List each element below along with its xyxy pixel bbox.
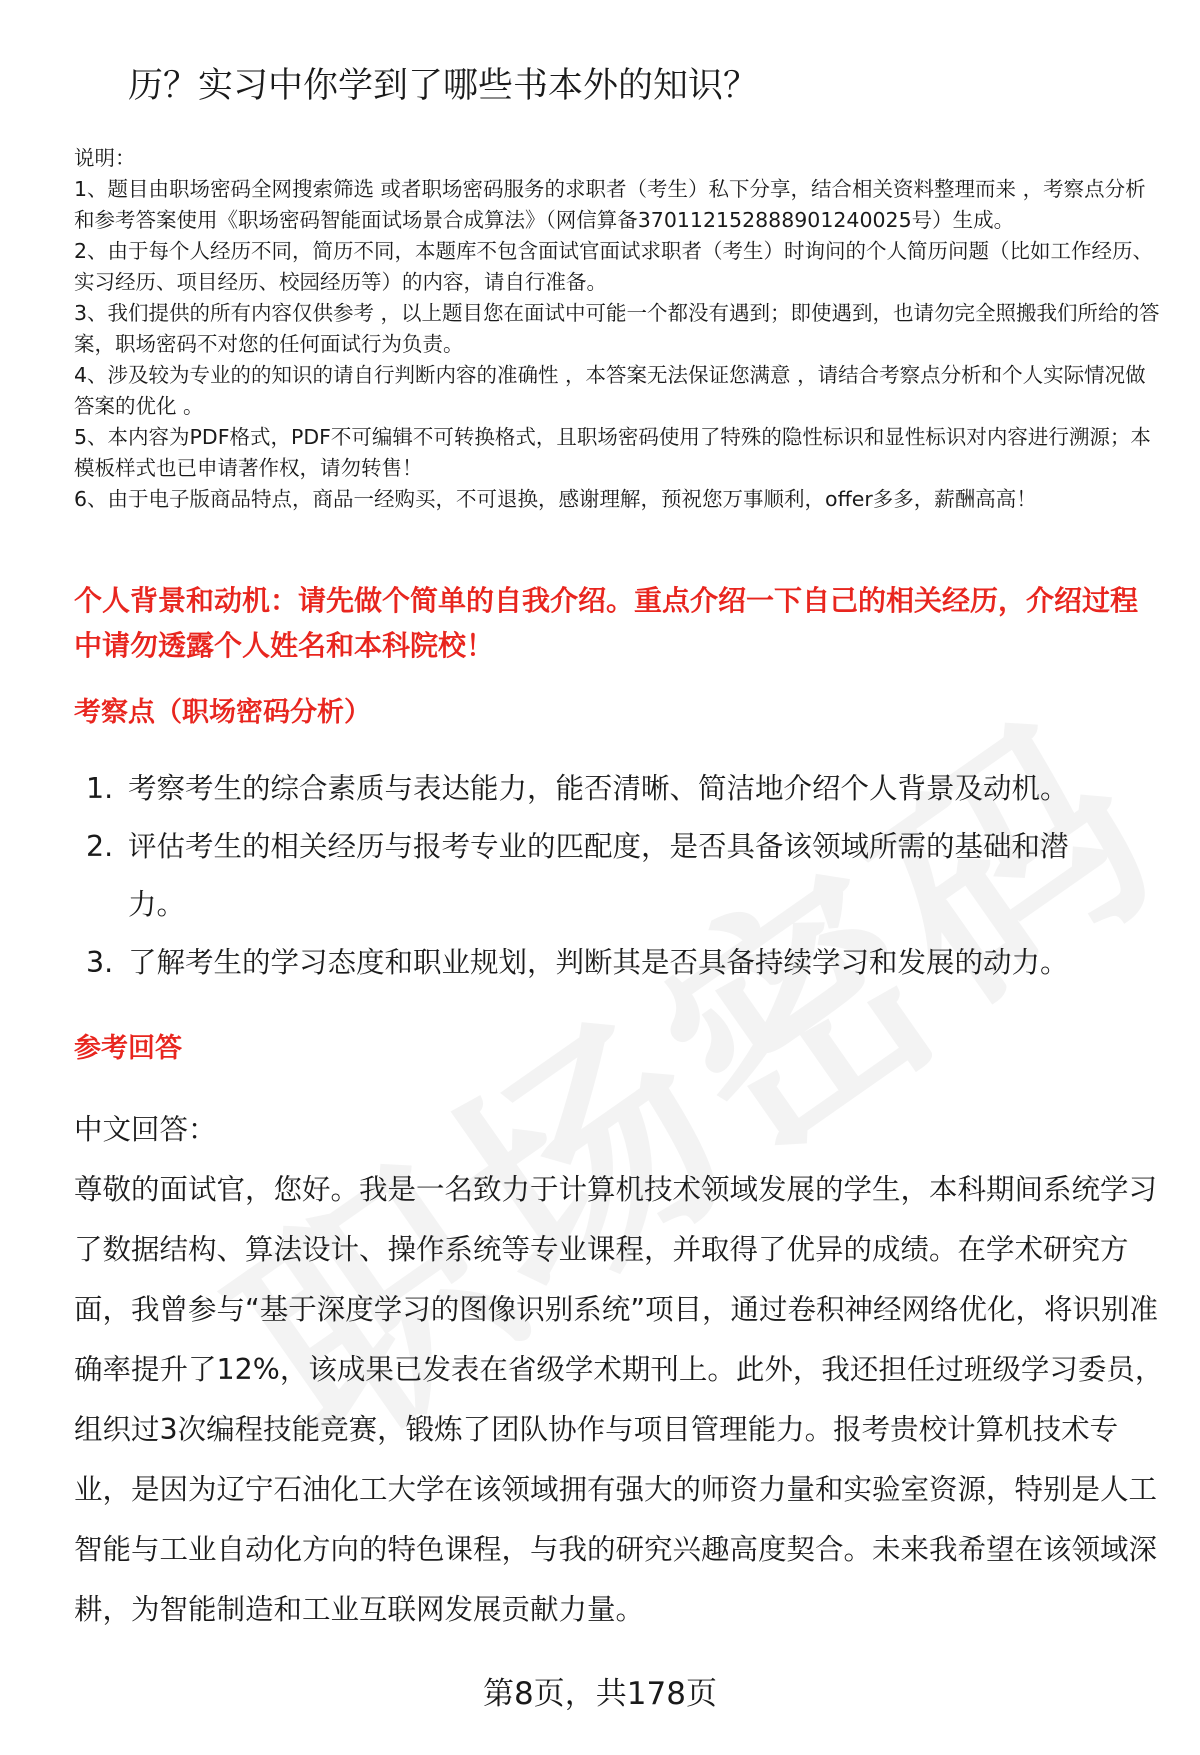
- list-item: [74, 818, 1124, 934]
- list-item-text: 考察考生的综合素质与表达能力，能否清晰、简洁地介绍个人背景及动机。: [128, 772, 1069, 805]
- notes-item: 3、我们提供的所有内容仅供参考 ，以上题目您在面试中可能一个都没有遇到；即使遇到，也请勿完全照搬我们所给的答案，职场密码不对您的任何面试行为负责。: [74, 301, 1160, 356]
- notes-section: [74, 143, 1164, 515]
- list-item: [74, 760, 1124, 818]
- question-title-continuation: 历？实习中你学到了哪些书本外的知识？: [128, 66, 759, 106]
- list-item-text: 评估考生的相关经历与报考专业的匹配度，是否具备该领域所需的基础和潜力。: [128, 830, 1069, 921]
- list-item-number: 2.: [86, 830, 114, 863]
- notes-item: 1、题目由职场密码全网搜索筛选 或者职场密码服务的求职者（考生）私下分享，结合相关资料整理而来 ，考察点分析和参考答案使用《职场密码智能面试场景合成算法》（网信算备370112152888901240025号）生成。: [74, 177, 1146, 232]
- exam-points-heading: 考察点（职场密码分析）: [74, 697, 371, 728]
- answer-section: [74, 1100, 1164, 1640]
- notes-item: 5、本内容为PDF格式，PDF不可编辑不可转换格式，且职场密码使用了特殊的隐性标识和显性标识对内容进行溯源；本模板样式也已申请著作权，请勿转售！: [74, 425, 1151, 480]
- list-item: [74, 934, 1124, 992]
- question-heading: 个人背景和动机：请先做个简单的自我介绍。重点介绍一下自己的相关经历，介绍过程中请勿透露个人姓名和本科院校！: [74, 584, 1139, 662]
- notes-item: 6、由于电子版商品特点，商品一经购买，不可退换，感谢理解，预祝您万事顺利，offer多多，薪酬高高！: [74, 487, 1037, 511]
- list-item-number: 3.: [86, 946, 114, 979]
- answer-body: 尊敬的面试官，您好。我是一名致力于计算机技术领域发展的学生，本科期间系统学习了数据结构、算法设计、操作系统等专业课程，并取得了优异的成绩。在学术研究方面，我曾参与“基于深度学习的图像识别系统”项目，通过卷积神经网络优化，将识别准确率提升了12%，该成果已发表在省级学术期刊上。此外，我还担任过班级学习委员，组织过3次编程技能竞赛，锻炼了团队协作与项目管理能力。报考贵校计算机技术专业，是因为辽宁石油化工大学在该领域拥有强大的师资力量和实验室资源，特别是人工智能与工业自动化方向的特色课程，与我的研究兴趣高度契合。未来我希望在该领域深耕，为智能制造和工业互联网发展贡献力量。: [74, 1173, 1164, 1626]
- answer-label: 中文回答：: [74, 1113, 217, 1146]
- notes-item: 2、由于每个人经历不同，简历不同，本题库不包含面试官面试求职者（考生）时询问的个人简历问题（比如工作经历、实习经历、项目经历、校园经历等）的内容，请自行准备。: [74, 239, 1154, 294]
- notes-item: 4、涉及较为专业的的知识的请自行判断内容的准确性 ，本答案无法保证您满意 ，请结合考察点分析和个人实际情况做答案的优化 。: [74, 363, 1146, 418]
- list-item-number: 1.: [86, 772, 114, 805]
- list-item-text: 了解考生的学习态度和职业规划，判断其是否具备持续学习和发展的动力。: [128, 946, 1069, 979]
- page-footer: 第8页，共178页: [483, 1676, 717, 1712]
- exam-points-list: [74, 760, 1124, 992]
- notes-label: 说明：: [74, 146, 136, 170]
- answer-heading: 参考回答: [74, 1033, 182, 1064]
